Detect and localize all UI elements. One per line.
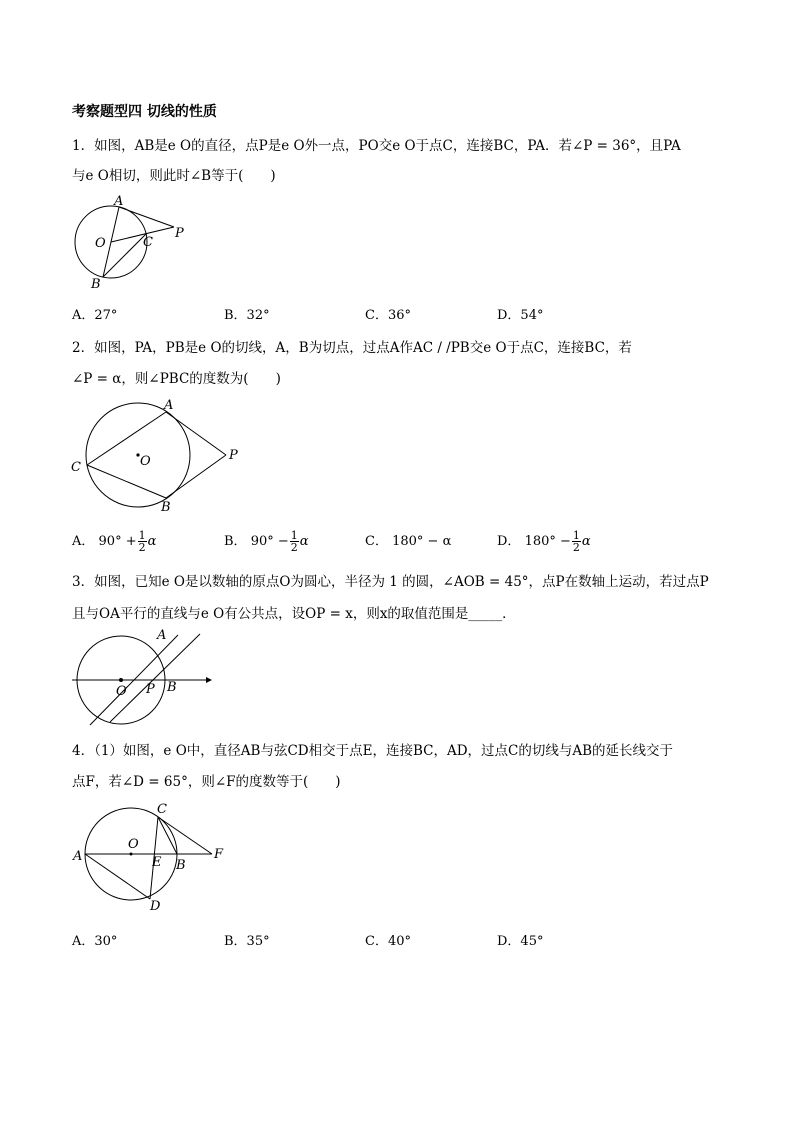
q2-option-a-denominator: 2: [138, 541, 146, 554]
q3-label-o: O: [116, 684, 127, 699]
q2-option-a-alpha: α: [147, 534, 157, 549]
q4-label-a: A: [73, 849, 83, 864]
q4-option-d[interactable]: D．45°: [497, 934, 544, 949]
q2-chord-ac: [87, 412, 166, 465]
q1-label-c: C: [143, 235, 153, 250]
q3-parallel-line: [110, 634, 200, 722]
q3-label-p: P: [146, 682, 155, 697]
q4-option-a[interactable]: A．30°: [72, 934, 118, 949]
q1-segment-bc: [103, 234, 146, 277]
q4-label-c: C: [157, 802, 167, 817]
q2-option-d-numerator: 1: [572, 529, 580, 542]
q2-option-c-expr: 180° − α: [392, 534, 452, 549]
q2-option-d-alpha: α: [581, 534, 591, 549]
q1-options: [72, 304, 722, 324]
q4-label-e: E: [152, 855, 162, 870]
q2-label-c: C: [71, 460, 81, 475]
q1-option-c[interactable]: C．36°: [365, 308, 411, 323]
q2-label-p: P: [229, 448, 238, 463]
q3-text-line2: 且与OA平行的直线与e O有公共点，设OP = x，则x的取值范围是_____．: [72, 606, 516, 622]
q2-option-a-fraction: [138, 530, 147, 553]
q4-segment-bc: [158, 817, 177, 854]
q2-label-b: B: [161, 500, 171, 515]
q2-option-b-fraction: [290, 530, 299, 553]
q2-options: [72, 530, 722, 556]
q3-origin-dot: [119, 678, 123, 682]
q2-label-o: O: [140, 454, 151, 469]
q2-label-a: A: [164, 398, 174, 413]
q1-label-b: B: [91, 277, 101, 292]
q2-tangent-pb: [166, 455, 226, 498]
q1-text-line2: 与e O相切，则此时∠B等于( ): [72, 168, 276, 184]
q1-option-a[interactable]: A．27°: [72, 308, 118, 323]
q2-option-b-denominator: 2: [290, 541, 298, 554]
q2-option-c-letter: C．: [365, 534, 388, 549]
q4-label-o: O: [128, 837, 139, 852]
q2-option-a-numerator: 1: [138, 529, 146, 542]
q2-figure: [68, 395, 243, 515]
q1-label-o: O: [95, 236, 106, 251]
q2-option-d-letter: D．: [497, 534, 521, 549]
q3-label-a: A: [157, 628, 167, 643]
q2-option-b-numerator: 1: [290, 529, 298, 542]
q4-label-b: B: [176, 858, 186, 873]
q3-figure: [70, 625, 215, 725]
q2-option-c[interactable]: [365, 530, 451, 549]
q2-option-b-expr: 90° −: [250, 534, 289, 549]
q4-label-f: F: [214, 847, 224, 862]
section-title: 考察题型四 切线的性质: [72, 104, 217, 120]
q3-axis-arrowhead: [206, 677, 212, 683]
q1-text-line1: 1．如图，AB是e O的直径，点P是e O外一点，PO交e O于点C，连接BC，PA．若∠P = 36°，且PA: [72, 138, 681, 154]
q1-option-b[interactable]: B．32°: [224, 308, 270, 323]
q2-chord-bc: [87, 465, 166, 498]
q1-label-a: A: [114, 194, 124, 209]
q2-text-line1: 2．如图，PA，PB是e O的切线，A，B为切点，过点A作AC / /PB交e O于点C，连接BC，若: [72, 340, 632, 356]
q1-figure: [70, 195, 200, 290]
q3-text-line1: 3．如图，已知e O是以数轴的原点O为圆心，半径为 1 的圆，∠AOB = 45°，点P在数轴上运动，若过点P: [72, 574, 709, 590]
q1-tangent-pa: [119, 207, 174, 227]
q2-text-line2: ∠P = α，则∠PBC的度数为( ): [72, 371, 281, 387]
q4-option-b[interactable]: B．35°: [224, 934, 270, 949]
q2-option-b-letter: B．: [224, 534, 247, 549]
q2-option-a[interactable]: [72, 530, 156, 553]
q2-option-d[interactable]: [497, 530, 591, 553]
q4-options: [72, 930, 722, 950]
q4-label-d: D: [150, 899, 161, 914]
q1-option-d[interactable]: D．54°: [497, 308, 544, 323]
q1-label-p: P: [175, 226, 184, 241]
q2-option-d-denominator: 2: [572, 541, 580, 554]
q2-option-a-letter: A．: [72, 534, 95, 549]
q4-option-c[interactable]: C．40°: [365, 934, 411, 949]
q4-segment-ad: [85, 854, 150, 899]
q3-label-b: B: [167, 680, 177, 695]
q2-option-b[interactable]: [224, 530, 309, 553]
q4-tangent-cf: [158, 817, 212, 854]
q2-option-b-alpha: α: [299, 534, 309, 549]
q2-option-a-expr: 90° +: [98, 534, 137, 549]
q2-option-d-expr: 180° −: [524, 534, 571, 549]
q4-figure: [70, 800, 235, 915]
q4-text-line1: 4．（1）如图，e O中，直径AB与弦CD相交于点E，连接BC，AD，过点C的切线与AB的延长线交于: [72, 743, 674, 759]
q4-text-line2: 点F，若∠D = 65°，则∠F的度数等于( ): [72, 774, 341, 790]
q2-tangent-pa: [166, 412, 226, 455]
q4-center-dot: [130, 853, 133, 856]
q2-option-d-fraction: [572, 530, 581, 553]
